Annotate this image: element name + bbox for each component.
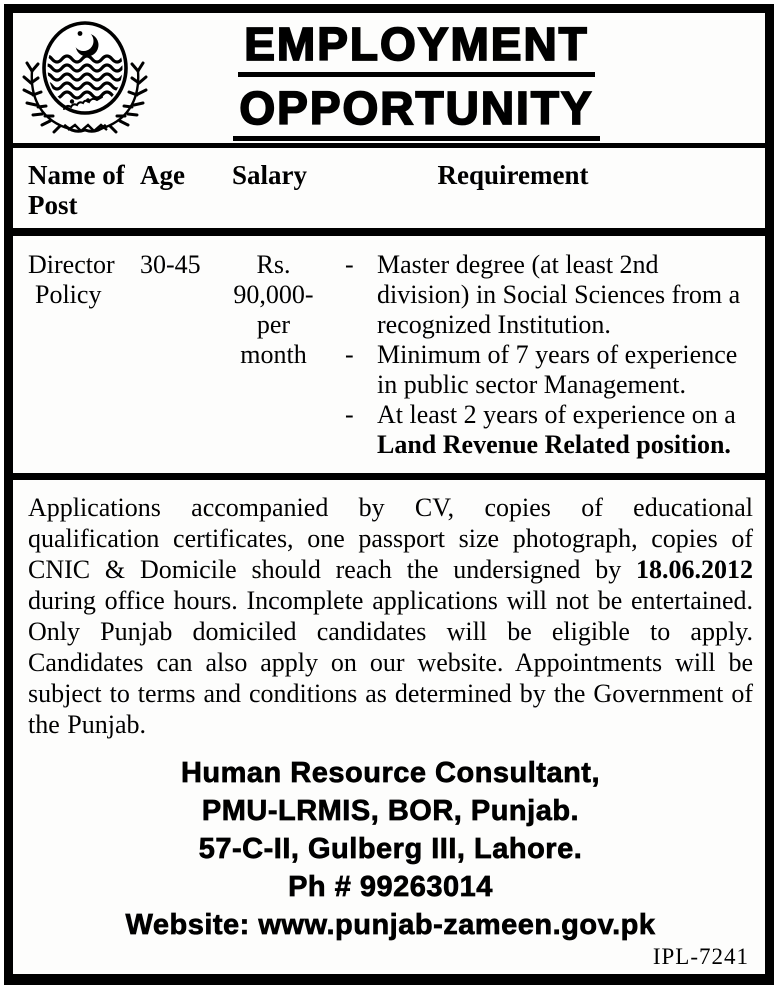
advertisement-frame bbox=[4, 4, 774, 985]
requirement-text bbox=[377, 400, 755, 460]
column-header-requirement: Requirement bbox=[437, 160, 589, 190]
contact-website: Website: www.punjab-zameen.gov.pk bbox=[125, 909, 656, 941]
requirement-item bbox=[341, 400, 755, 460]
table-header-row bbox=[13, 148, 765, 228]
requirement-cell bbox=[341, 250, 755, 473]
ad-title bbox=[148, 13, 765, 141]
title-line-1: EMPLOYMENT bbox=[238, 17, 595, 77]
bullet-dash: - bbox=[345, 340, 354, 369]
contact-phone: Ph # 99263014 bbox=[288, 871, 493, 903]
instructions-part2: during office hours. Incomplete applications will not be entertained. Only Punjab domiciled candidates will be eligible to apply. Candidates can also apply on our website. Appointments will be subject to terms and conditions as determined by the Government of the Punjab. bbox=[28, 586, 753, 739]
requirement-text-normal: At least 2 years of experience on a bbox=[377, 400, 736, 429]
table-row bbox=[13, 236, 765, 473]
column-header-salary: Salary bbox=[231, 160, 307, 190]
salary-line: month bbox=[240, 340, 307, 369]
logo-box bbox=[22, 21, 148, 140]
punjab-government-emblem-icon bbox=[22, 21, 148, 135]
post-name-line2: Policy bbox=[35, 280, 102, 309]
section-divider bbox=[13, 473, 765, 480]
ad-body-section bbox=[13, 480, 765, 976]
age-cell: 30-45 bbox=[140, 250, 201, 279]
requirement-item bbox=[341, 340, 755, 400]
section-divider bbox=[13, 228, 765, 236]
salary-line: 90,000- bbox=[233, 280, 314, 309]
application-instructions bbox=[28, 492, 753, 740]
salary-line: per bbox=[256, 310, 291, 339]
contact-address: 57-C-II, Gulberg III, Lahore. bbox=[198, 833, 583, 865]
deadline-date: 18.06.2012 bbox=[636, 555, 753, 584]
post-name-line1: Director bbox=[28, 250, 115, 279]
contact-organization: PMU-LRMIS, BOR, Punjab. bbox=[201, 795, 580, 827]
requirement-text-normal: Master degree (at least 2nd division) in Social Sciences from a recognized Institution. bbox=[377, 250, 741, 339]
bullet-dash: - bbox=[345, 400, 354, 429]
salary-line: Rs. bbox=[256, 250, 291, 279]
contact-title: Human Resource Consultant, bbox=[180, 757, 601, 789]
title-line-2: OPPORTUNITY bbox=[233, 81, 599, 141]
column-header-age: Age bbox=[140, 160, 185, 190]
requirement-text-bold: Land Revenue Related position. bbox=[377, 430, 731, 459]
ad-reference-number: IPL-7241 bbox=[652, 944, 749, 969]
column-header-post: Name of Post bbox=[28, 160, 125, 220]
requirement-text bbox=[377, 250, 755, 340]
salary-cell bbox=[216, 250, 341, 473]
post-cell bbox=[28, 250, 140, 473]
contact-block bbox=[28, 754, 753, 944]
requirement-text-normal: Minimum of 7 years of experience in public sector Management. bbox=[377, 340, 738, 399]
requirement-item bbox=[341, 250, 755, 340]
ad-header bbox=[13, 13, 765, 143]
requirement-text bbox=[377, 340, 755, 400]
instructions-part1: Applications accompanied by CV, copies of educational qualification certificates, one passport size photograph, copies of CNIC & Domicile should reach the undersigned by bbox=[28, 493, 753, 584]
bullet-dash: - bbox=[345, 250, 354, 279]
